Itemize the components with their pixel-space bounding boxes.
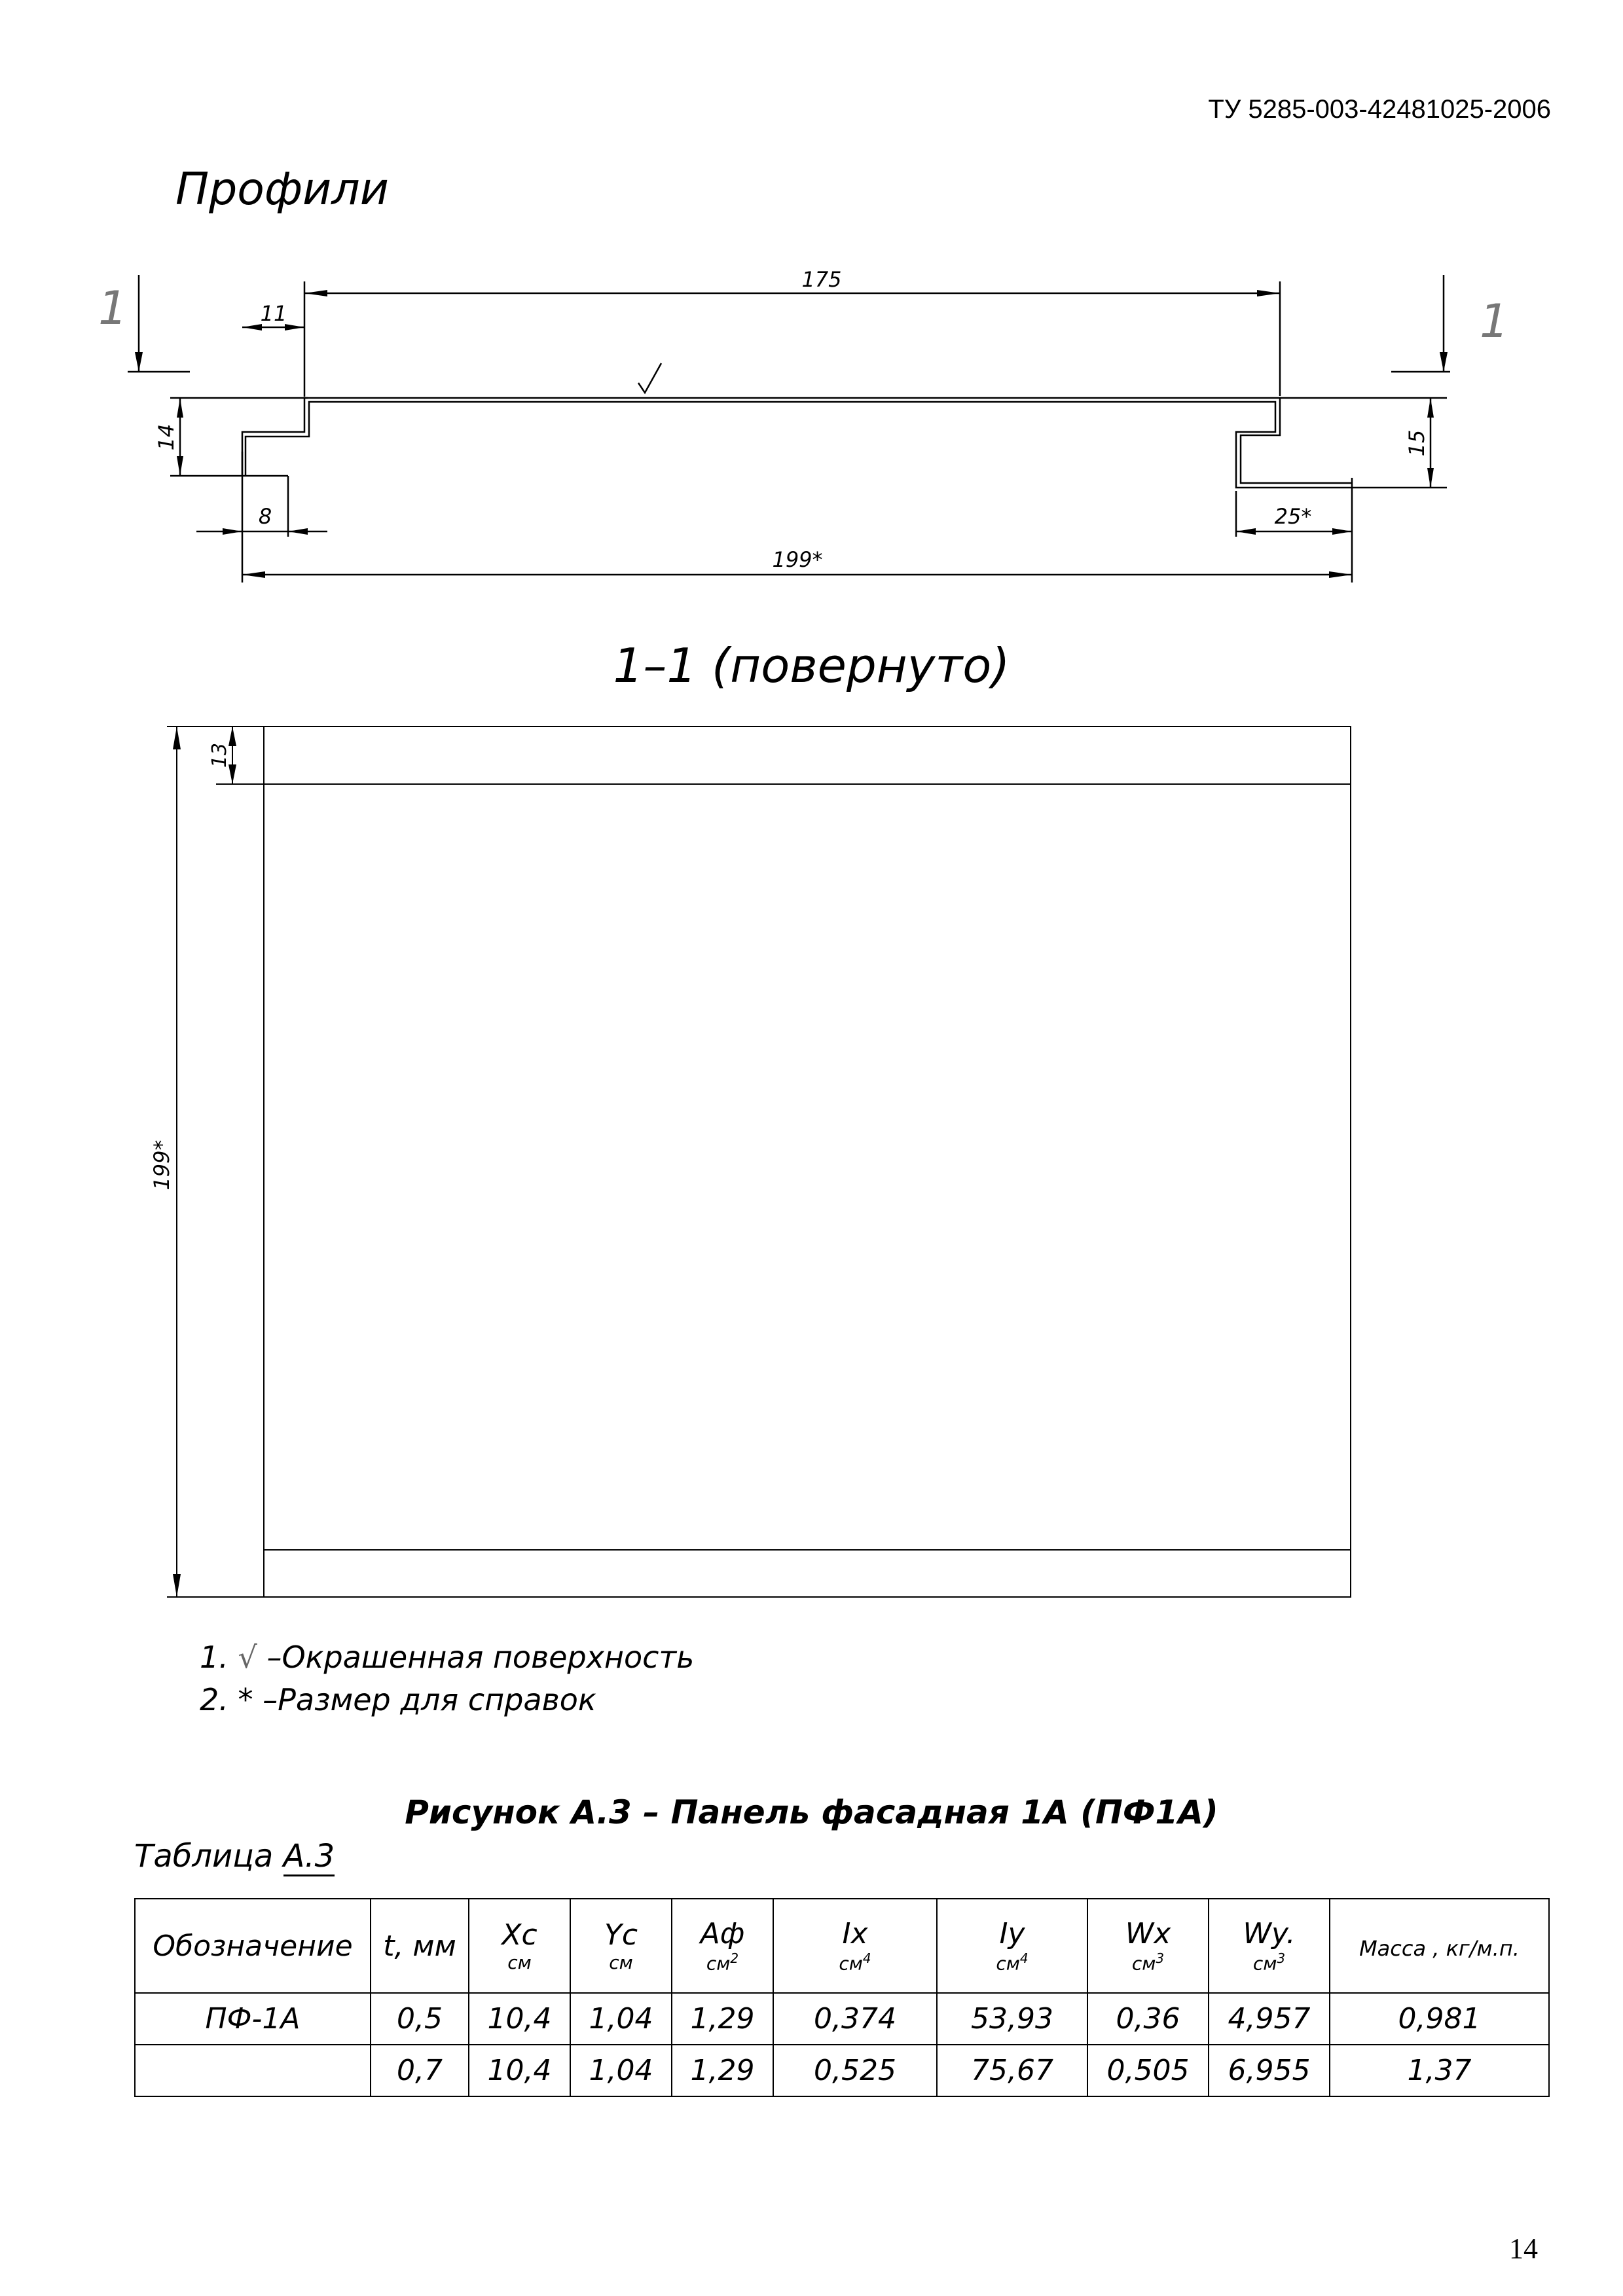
cell: 1,29 <box>672 2045 773 2096</box>
cell: ПФ-1А <box>135 1993 371 2045</box>
table-label-prefix: Таблица <box>134 1838 274 1874</box>
cell: 1,04 <box>570 1993 672 2045</box>
dim-right-height: 15 <box>1404 429 1429 457</box>
cell: 53,93 <box>937 1993 1087 2045</box>
cell: 6,955 <box>1209 2045 1330 2096</box>
section-mark-right: 1 <box>1480 295 1509 348</box>
col-thickness: t, мм <box>371 1899 469 1993</box>
cell: 0,5 <box>371 1993 469 2045</box>
profiles-title: Профили <box>175 164 389 215</box>
dim-left-height: 14 <box>154 423 179 451</box>
note-text: –Размер для справок <box>263 1682 596 1717</box>
section-mark-left: 1 <box>98 281 128 335</box>
cell: 0,981 <box>1330 1993 1549 2045</box>
check-symbol: √ <box>238 1640 257 1675</box>
note-number: 2. <box>200 1682 228 1717</box>
dimension-arrows <box>135 290 1448 578</box>
section-title: 1–1 (повернуто) <box>613 638 1010 693</box>
dim-left-lip: 8 <box>258 504 272 529</box>
table-row <box>135 1993 1549 2045</box>
profile-drawing <box>0 0 1623 622</box>
document-code: ТУ 5285-003-42481025-2006 <box>1208 95 1551 124</box>
table-label <box>134 1838 335 1874</box>
profile-outline <box>128 275 1450 583</box>
note-painted-surface <box>200 1640 694 1675</box>
col-iy: Iy $см^4$ <box>937 1899 1087 1993</box>
dim-left-offset: 11 <box>260 301 287 326</box>
page-number: 14 <box>1509 2233 1538 2265</box>
section-drawing <box>0 707 1623 1623</box>
note-reference-size <box>200 1682 596 1717</box>
table-label-number: А.3 <box>283 1838 335 1876</box>
col-xc: Xc см <box>469 1899 570 1993</box>
dim-panel-height: 199* <box>149 1139 174 1191</box>
table-header-row <box>135 1899 1549 1993</box>
cell: 4,957 <box>1209 1993 1330 2045</box>
cell: 1,04 <box>570 2045 672 2096</box>
table-row <box>135 2045 1549 2096</box>
dim-right-lip: 25* <box>1274 504 1312 529</box>
note-text: –Окрашенная поверхность <box>266 1640 695 1675</box>
cell <box>135 2045 371 2096</box>
col-yc: Yc см <box>570 1899 672 1993</box>
cell: 1,37 <box>1330 2045 1549 2096</box>
cell: 10,4 <box>469 2045 570 2096</box>
dim-edge: 13 <box>208 742 231 768</box>
asterisk-symbol: * <box>238 1682 253 1717</box>
col-designation: Обозначение <box>135 1899 371 1993</box>
cell: 10,4 <box>469 1993 570 2045</box>
dim-overall: 199* <box>772 547 823 572</box>
col-area: Аф $см^2$ <box>672 1899 773 1993</box>
cell: 0,374 <box>773 1993 937 2045</box>
panel-outline <box>167 726 1351 1597</box>
cell: 0,505 <box>1087 2045 1209 2096</box>
col-wy: Wy. $см^3$ <box>1209 1899 1330 1993</box>
cell: 75,67 <box>937 2045 1087 2096</box>
cell: 1,29 <box>672 1993 773 2045</box>
section-arrows <box>173 726 236 1597</box>
col-wx: Wx $см^3$ <box>1087 1899 1209 1993</box>
cell: 0,7 <box>371 2045 469 2096</box>
note-number: 1. <box>200 1640 228 1675</box>
col-mass: Масса , кг/м.п. <box>1330 1899 1549 1993</box>
col-ix: Ix $см^4$ <box>773 1899 937 1993</box>
cell: 0,525 <box>773 2045 937 2096</box>
figure-caption: Рисунок А.3 – Панель фасадная 1А (ПФ1А) <box>405 1793 1218 1831</box>
properties-table <box>134 1898 1550 2097</box>
cell: 0,36 <box>1087 1993 1209 2045</box>
dim-top-width: 175 <box>801 267 842 292</box>
